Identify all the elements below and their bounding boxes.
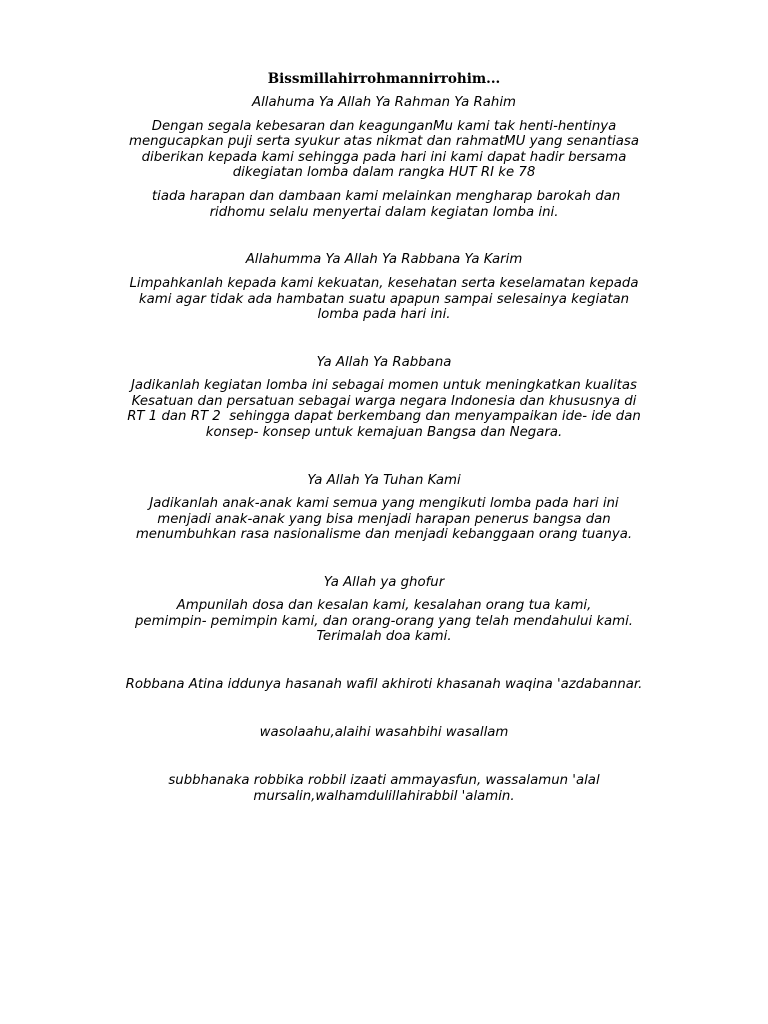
prayer-line: konsep- konsep untuk kemajuan Bangsa dan Negara. [205,425,563,440]
prayer-line: mengucapkan puji serta syukur atas nikmat dan rahmatMU yang senantiasa [129,134,639,149]
prayer-line: Jadikanlah anak-anak kami semua yang mengikuti lomba pada hari ini [149,496,619,511]
prayer-line: pemimpin- pemimpin kami, dan orang-orang yang telah mendahului kami. [134,614,634,629]
closing-line: mursalin,walhamdulillahirabbil 'alamin. [253,789,515,804]
prayer-line: tiada harapan dan dambaan kami melainkan mengharap barokah dan [147,189,621,204]
prayer-line: Limpahkanlah kepada kami kekuatan, kesehatan serta keselamatan kepada [129,276,639,291]
closing-line: Robbana Atina iddunya hasanah wafil akhiroti khasanah waqina 'azdabannar. [125,677,643,692]
prayer-heading: Ya Allah ya ghofur [323,575,445,590]
prayer-line: lomba pada hari ini. [317,307,451,322]
prayer-line: Ampunilah dosa dan kesalan kami, kesalahan orang tua kami, [176,598,592,613]
prayer-heading: Allahuma Ya Allah Ya Rahman Ya Rahim [252,95,516,110]
prayer-line: kami agar tidak ada hambatan suatu apapun sampai selesainya kegiatan [138,292,630,307]
prayer-line: Jadikanlah kegiatan lomba ini sebagai momen untuk meningkatkan kualitas [131,378,637,393]
prayer-line: Dengan segala kebesaran dan keagunganMu kami tak henti-hentinya [151,119,617,134]
prayer-heading: Ya Allah Ya Rabbana [316,355,452,370]
prayer-line: menumbuhkan rasa nasionalisme dan menjadi kebanggaan orang tuanya. [135,527,633,542]
prayer-line: diberikan kepada kami sehingga pada hari ini kami dapat hadir bersama [141,150,627,165]
closing-line: wasolaahu,alaihi wasahbihi wasallam [259,725,509,740]
prayer-line: RT 1 dan RT 2 sehingga dapat berkembang dan menyampaikan ide- ide dan [127,409,641,424]
prayer-line: Terimalah doa kami. [316,629,452,644]
prayer-heading: Allahumma Ya Allah Ya Rabbana Ya Karim [245,252,523,267]
prayer-line: Kesatuan dan persatuan sebagai warga negara Indonesia dan khususnya di [131,394,637,409]
prayer-line: ridhomu selalu menyertai dalam kegiatan lomba ini. [209,205,559,220]
closing-line: subbhanaka robbika robbil izaati ammayasfun, wassalamun 'alal [168,773,600,788]
prayer-line: menjadi anak-anak yang bisa menjadi harapan penerus bangsa dan [157,512,611,527]
prayer-line: dikegiatan lomba dalam rangka HUT RI ke 78 [232,165,536,180]
prayer-heading: Ya Allah Ya Tuhan Kami [307,473,461,488]
document-title: Bissmillahirrohmannirrohim... [267,71,501,87]
